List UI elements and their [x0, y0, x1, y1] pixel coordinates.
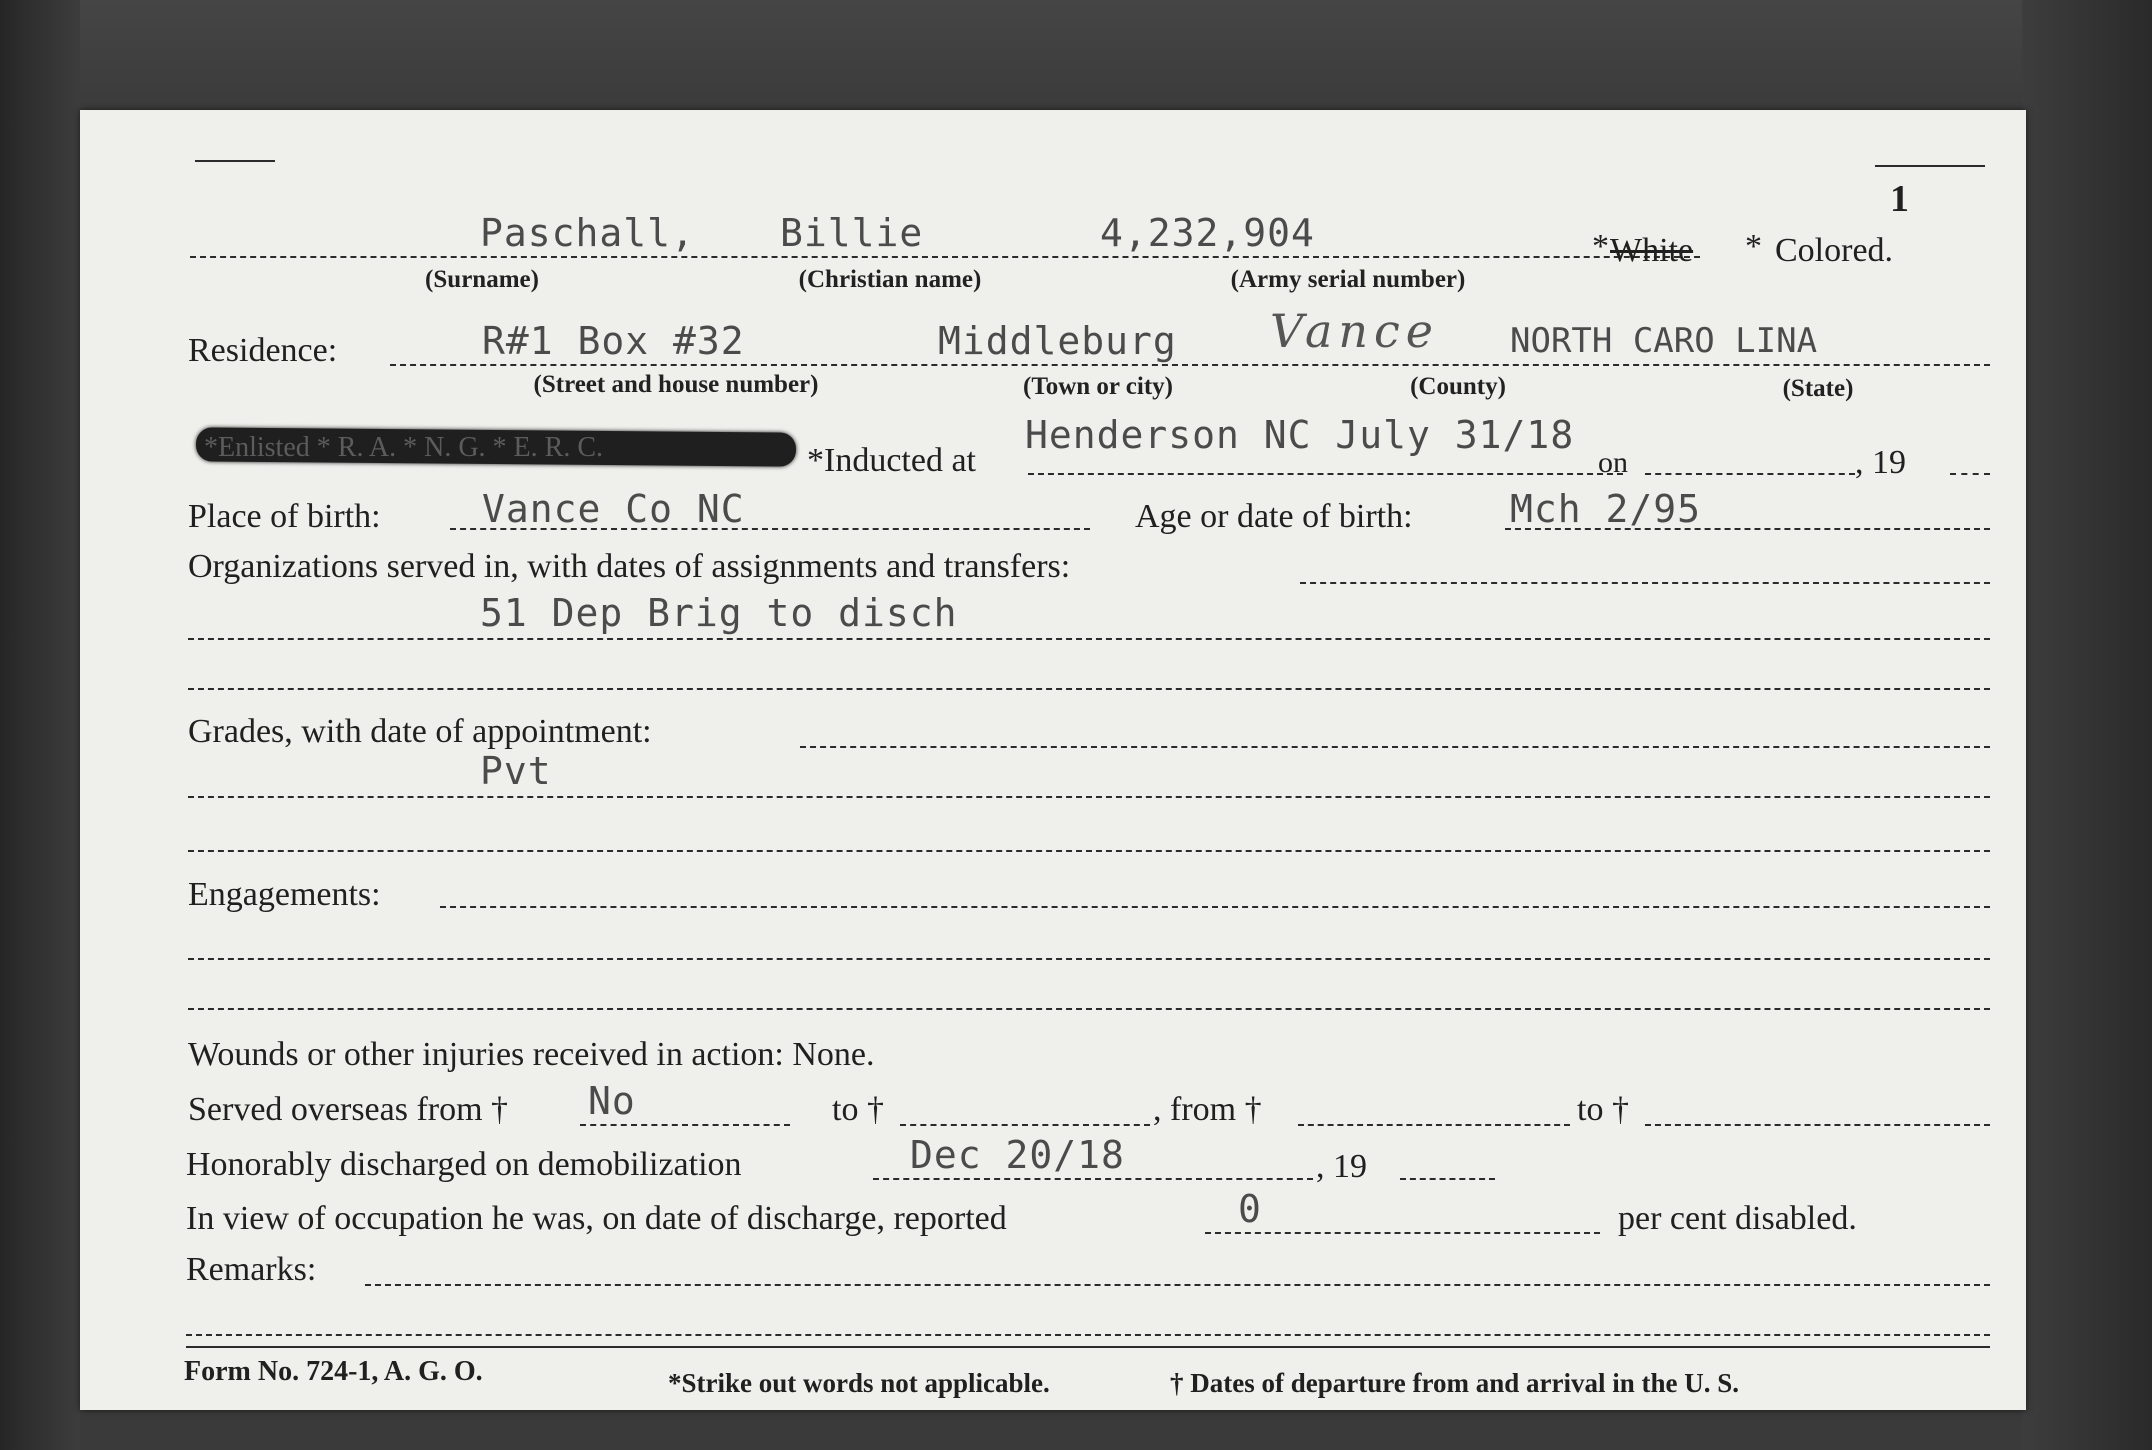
- overseas-line-1: [580, 1124, 790, 1126]
- footer-note-dates: † Dates of departure from and arrival in the U. S.: [1170, 1368, 1739, 1398]
- place-of-birth-line: [450, 528, 1090, 530]
- enlisted-options-redacted: *Enlisted * R. A. * N. G. * E. R. C.: [204, 432, 604, 463]
- discharge-year-line: [1400, 1178, 1495, 1180]
- residence-line: [390, 364, 1990, 366]
- grades-value: Pvt: [480, 749, 552, 793]
- inducted-year-label: , 19: [1855, 444, 1906, 481]
- top-right-rule: [1875, 165, 1985, 167]
- age-label: Age or date of birth:: [1135, 498, 1413, 535]
- caption-serial-number: (Army serial number): [1230, 266, 1466, 293]
- christian-name-value: Billie: [780, 211, 924, 255]
- age-value: Mch 2/95: [1510, 487, 1702, 531]
- remarks-line-2: [186, 1334, 1990, 1336]
- state-value: NORTH CARO LINA: [1510, 321, 1818, 361]
- disability-label: In view of occupation he was, on date of discharge, reported: [186, 1200, 1007, 1237]
- inducted-label: *Inducted at: [807, 442, 976, 479]
- engagements-line-1: [440, 906, 1990, 908]
- grades-line-1: [800, 746, 1990, 748]
- caption-county: (County): [1410, 373, 1506, 400]
- discharge-label: Honorably discharged on demobilization: [186, 1146, 742, 1183]
- county-value: Vance: [1270, 304, 1440, 358]
- caption-surname: (Surname): [425, 266, 539, 293]
- caption-christian-name: (Christian name): [798, 266, 982, 293]
- backdrop-top: [0, 0, 2152, 110]
- caption-state: (State): [1782, 375, 1854, 402]
- overseas-from: , from †: [1153, 1091, 1262, 1128]
- name-line: [190, 256, 1700, 258]
- organizations-line-3: [188, 688, 1990, 690]
- caption-town: (Town or city): [1023, 373, 1173, 400]
- place-of-birth-label: Place of birth:: [188, 498, 381, 535]
- residence-label: Residence:: [188, 332, 338, 369]
- town-value: Middleburg: [938, 319, 1177, 363]
- overseas-line-2: [900, 1124, 1150, 1126]
- age-line: [1505, 528, 1990, 530]
- remarks-line-1: [365, 1284, 1990, 1286]
- grades-label: Grades, with date of appointment:: [188, 713, 652, 750]
- race-white-struck: White: [1610, 232, 1694, 269]
- footer-rule: [186, 1346, 1990, 1348]
- race-colored: Colored.: [1775, 232, 1894, 269]
- place-of-birth-value: Vance Co NC: [482, 487, 745, 531]
- disability-line: [1205, 1232, 1600, 1234]
- overseas-label: Served overseas from †: [188, 1091, 509, 1128]
- engagements-line-2: [188, 958, 1990, 960]
- disability-value: 0: [1238, 1187, 1262, 1231]
- backdrop-left: [0, 0, 80, 1450]
- footer-note-strike: *Strike out words not applicable.: [668, 1368, 1050, 1398]
- page-number: 1: [1890, 178, 1909, 220]
- discharge-line: [873, 1178, 1313, 1180]
- disability-suffix: per cent disabled.: [1618, 1200, 1857, 1237]
- engagements-label: Engagements:: [188, 876, 381, 913]
- inducted-value: Henderson NC July 31/18: [1025, 413, 1575, 457]
- form-number: Form No. 724-1, A. G. O.: [184, 1356, 483, 1387]
- serial-number-value: 4,232,904: [1100, 211, 1315, 255]
- on-label: on: [1598, 446, 1628, 479]
- service-record-card: [80, 110, 2026, 1410]
- engagements-line-3: [188, 1008, 1990, 1010]
- asterisk-white: *: [1592, 228, 1609, 265]
- street-value: R#1 Box #32: [482, 319, 745, 363]
- organizations-line-1: [1300, 582, 1990, 584]
- organizations-value: 51 Dep Brig to disch: [480, 591, 958, 635]
- wounds-text: Wounds or other injuries received in action: None.: [188, 1036, 875, 1073]
- surname-value: Paschall,: [480, 211, 695, 255]
- overseas-value: No: [588, 1079, 636, 1123]
- discharge-year-label: , 19: [1316, 1148, 1367, 1185]
- remarks-label: Remarks:: [186, 1251, 317, 1288]
- overseas-line-4: [1645, 1124, 1990, 1126]
- inducted-line: [1028, 473, 1623, 475]
- backdrop-right: [2022, 0, 2152, 1450]
- caption-street: (Street and house number): [533, 371, 819, 398]
- inducted-date-line: [1645, 473, 1855, 475]
- top-left-rule: [195, 160, 275, 162]
- discharge-value: Dec 20/18: [910, 1133, 1125, 1177]
- overseas-line-3: [1298, 1124, 1570, 1126]
- grades-line-3: [188, 850, 1990, 852]
- overseas-to-1: to †: [832, 1091, 884, 1128]
- overseas-to-2: to †: [1577, 1091, 1629, 1128]
- organizations-label: Organizations served in, with dates of assignments and transfers:: [188, 548, 1071, 585]
- organizations-line-2: [188, 638, 1990, 640]
- asterisk-colored: *: [1745, 228, 1762, 265]
- inducted-year-line: [1950, 473, 1990, 475]
- grades-line-2: [188, 796, 1990, 798]
